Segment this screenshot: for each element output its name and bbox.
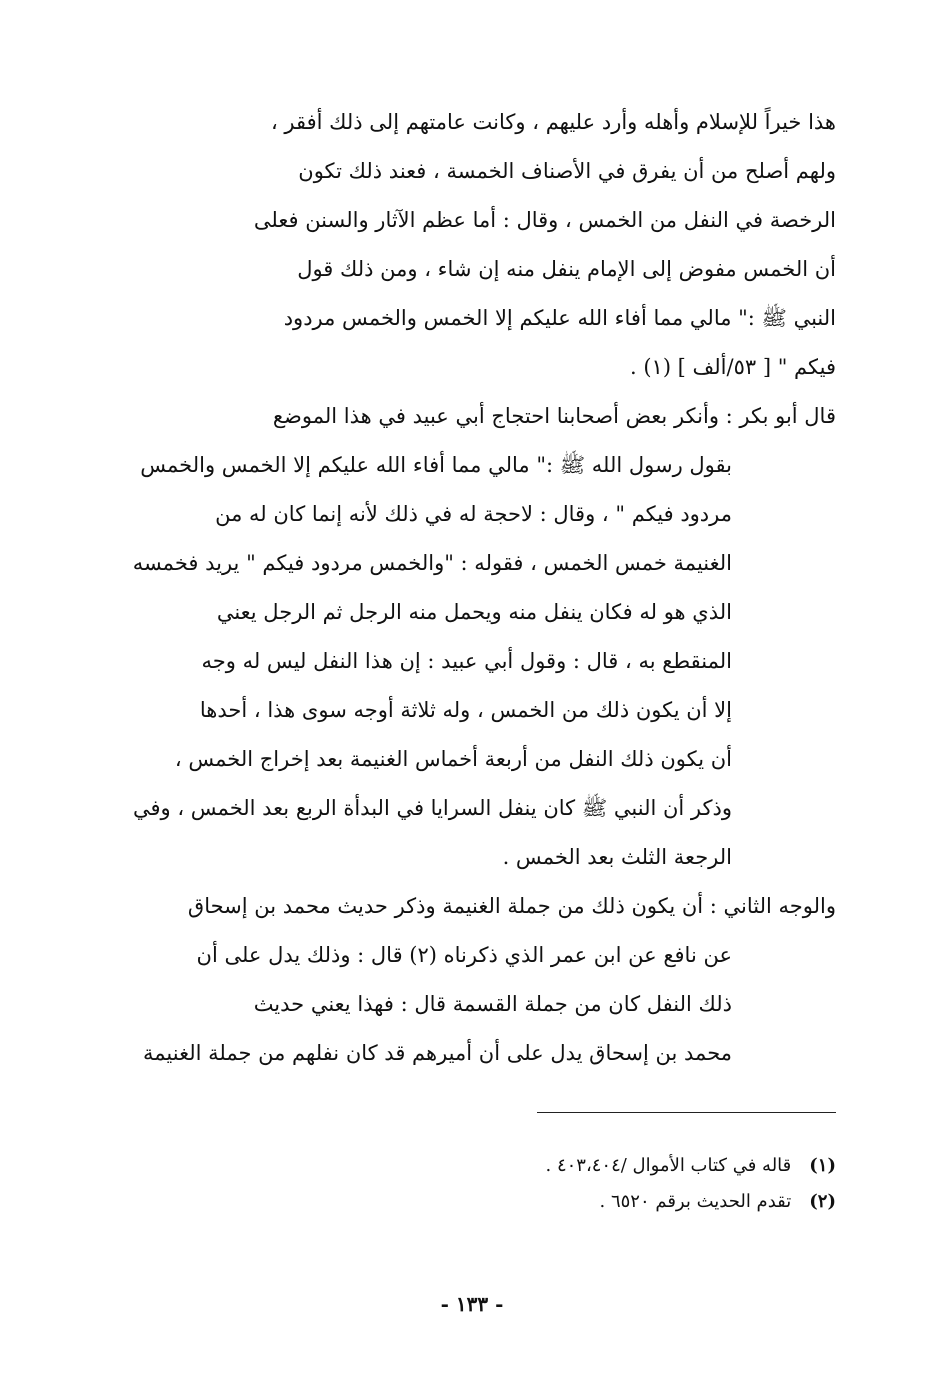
text-line: والوجه الثاني : أن يكون ذلك من جملة الغنيمة وذكر حديث محمد بن إسحاق — [187, 894, 836, 918]
paragraph-3 — [130, 882, 836, 1078]
footnote-1 — [300, 1148, 836, 1184]
footnote-2 — [300, 1184, 836, 1220]
text-line: ولهم أصلح من أن يفرق في الأصناف الخمسة ، فعند ذلك تكون — [298, 159, 836, 183]
paragraph-2 — [130, 392, 836, 882]
text-line: عن نافع عن ابن عمر الذي ذكرناه (٢) قال : وذلك يدل على أن — [196, 943, 732, 967]
footnote-number: (٢) — [809, 1191, 836, 1212]
text-line: الرخصة في النفل من الخمس ، وقال : أما عظم الآثار والسنن فعلى — [253, 208, 836, 232]
footnote-number: (١) — [809, 1155, 836, 1176]
text-line: مردود فيكم " ، وقال : لاحجة له في ذلك لأنه إنما كان له من — [215, 502, 732, 526]
text-line: فيكم " [ ٥٣/ألف ] (١) . — [629, 355, 836, 379]
text-line: ذلك النفل كان من جملة القسمة قال : فهذا يعني حديث — [253, 992, 732, 1016]
footnotes — [300, 1148, 836, 1220]
text-line: إلا أن يكون ذلك من الخمس ، وله ثلاثة أوجه سوى هذا ، أحدها — [199, 698, 732, 722]
text-line: هذا خيراً للإسلام وأهله وأرد عليهم ، وكانت عامتهم إلى ذلك أفقر ، — [270, 110, 836, 134]
text-line: محمد بن إسحاق يدل على أن أميرهم قد كان نفلهم من جملة الغنيمة — [143, 1041, 732, 1065]
text-line: النبي ﷺ :" مالي مما أفاء الله عليكم إلا الخمس والخمس مردود — [283, 306, 836, 330]
main-text — [130, 98, 836, 1078]
paragraph-1 — [130, 98, 836, 392]
page-number: - ١٣٣ - — [440, 1292, 504, 1316]
text-line: وذكر أن النبي ﷺ كان ينفل السرايا في البدأة الربع بعد الخمس ، وفي — [132, 796, 732, 820]
footnote-text: تقدم الحديث برقم ٦٥٢٠ . — [599, 1191, 792, 1212]
text-line: أن يكون ذلك النفل من أربعة أخماس الغنيمة بعد إخراج الخمس ، — [174, 747, 732, 771]
text-line: أن الخمس مفوض إلى الإمام ينفل منه إن شاء ، ومن ذلك قول — [297, 257, 836, 281]
text-line: بقول رسول الله ﷺ :" مالي مما أفاء الله عليكم إلا الخمس والخمس — [140, 453, 732, 477]
text-line: قال أبو بكر : وأنكر بعض أصحابنا احتجاج أبي عبيد في هذا الموضع — [272, 404, 836, 428]
footnote-separator — [537, 1112, 836, 1113]
footnote-text: قاله في كتاب الأموال /٤٠٣،٤٠٤ . — [545, 1155, 792, 1176]
text-line: المنقطع به ، قال : وقول أبي عبيد : إن هذا النفل ليس له وجه — [201, 649, 732, 673]
text-line: الرجعة الثلث بعد الخمس . — [502, 845, 732, 869]
text-line: الغنيمة خمس الخمس ، فقوله : "والخمس مردود فيكم " يريد فخمسه — [132, 551, 732, 575]
text-line: الذي هو له فكان ينفل منه ويحمل منه الرجل ثم الرجل يعني — [216, 600, 732, 624]
